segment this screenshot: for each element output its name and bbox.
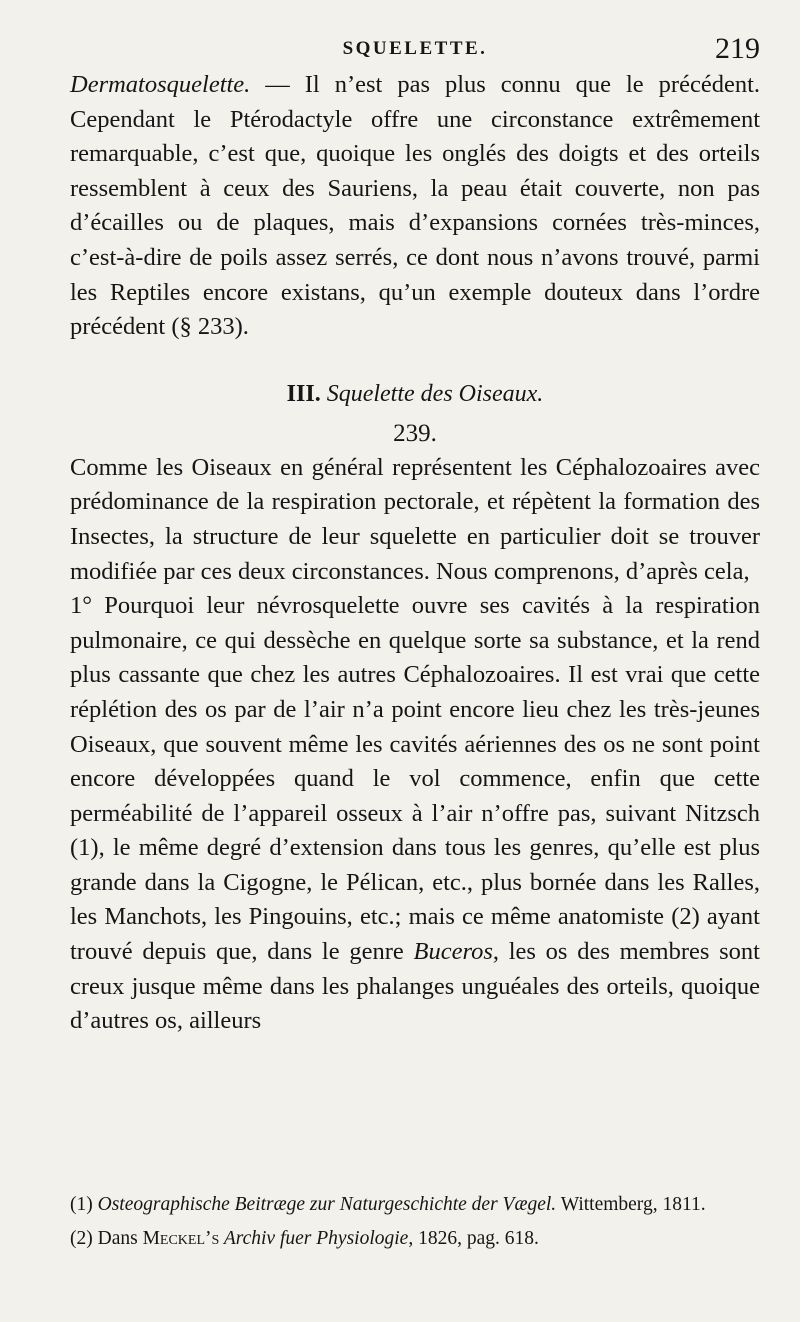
section-number: III. <box>286 380 321 407</box>
footnote-2 <box>70 1224 760 1254</box>
footnote-text: Wittemberg, 1811. <box>556 1194 706 1215</box>
footnote-text: , 1826, pag. 618. <box>408 1228 539 1249</box>
footnote-title: Osteographische Beitræge zur Naturgeschichte der Vægel. <box>97 1194 557 1215</box>
footnote-marker: (1) <box>70 1194 98 1215</box>
footnote-author: Meckel’s <box>142 1228 220 1249</box>
footnote-marker: (2) Dans <box>70 1228 143 1249</box>
footnotes <box>70 1190 760 1254</box>
section-title-text: Squelette des Oiseaux. <box>320 380 544 407</box>
genus-name: Buceros <box>413 938 493 966</box>
paragraph-intro: Comme les Oiseaux en général représentent les Céphalozoaires avec prédominance de la respiration pectorale, et répètent la formation des Insectes, la structure de leur squelette en particulier doit se trouver modifiée par ces deux circonstances. Nous comprenons, d’après cela, <box>70 453 760 585</box>
paragraph-lead: Dermatosquelette. <box>70 71 251 98</box>
paragraph-dermatosquelette <box>70 68 760 345</box>
section-title <box>70 377 760 411</box>
page-header <box>70 32 760 72</box>
page-number: 219 <box>715 32 760 65</box>
article-number: 239. <box>393 419 437 447</box>
body-text <box>70 68 760 1039</box>
running-head: SQUELETTE. <box>342 38 488 59</box>
paragraph-point-1 <box>70 589 760 1039</box>
paragraph-text: , les os des membres sont creux jusque même dans les phalanges unguéales des orteils, quoique d’autres os, ailleurs <box>70 938 760 1035</box>
paragraph-text: — Il n’est pas plus connu que le précédent. Cependant le Ptérodactyle offre une circonstance extrêmement remarquable, c’est que, quoique les onglés des doigts et des orteils ressemblent à ceux des Sauriens, la peau était couverte, non pas d’écailles ou de plaques, mais d’expansions cornées très-minces, c’est-à-dire de poils assez serrés, ce dont nous n’avons trouvé, parmi les Reptiles encore existans, qu’un exemple douteux dans l’ordre précédent (§ 233). <box>70 71 760 341</box>
paragraph-text: 1° Pourquoi leur névrosquelette ouvre ses cavités à la respiration pulmonaire, ce qui dessèche en quelque sorte sa substance, et la rend plus cassante que chez les autres Céphalozoaires. Il est vrai que cette réplétion des os par de l’air n’a point encore lieu chez les très-jeunes Oiseaux, que souvent même les cavités aériennes des os ne sont point encore développées quand le vol commence, enfin que cette perméabilité de l’appareil osseux à l’air n’offre pas, suivant Nitzsch (1), le même degré d’extension dans tous les genres, qu’elle est plus grande dans la Cigogne, le Pélican, etc., plus bornée dans les Ralles, les Manchots, les Pingouins, etc.; mais ce même anatomiste (2) ayant trouvé depuis que, dans le genre <box>70 592 760 966</box>
footnote-title: Archiv fuer Physiologie <box>219 1228 409 1249</box>
footnote-1 <box>70 1190 760 1220</box>
